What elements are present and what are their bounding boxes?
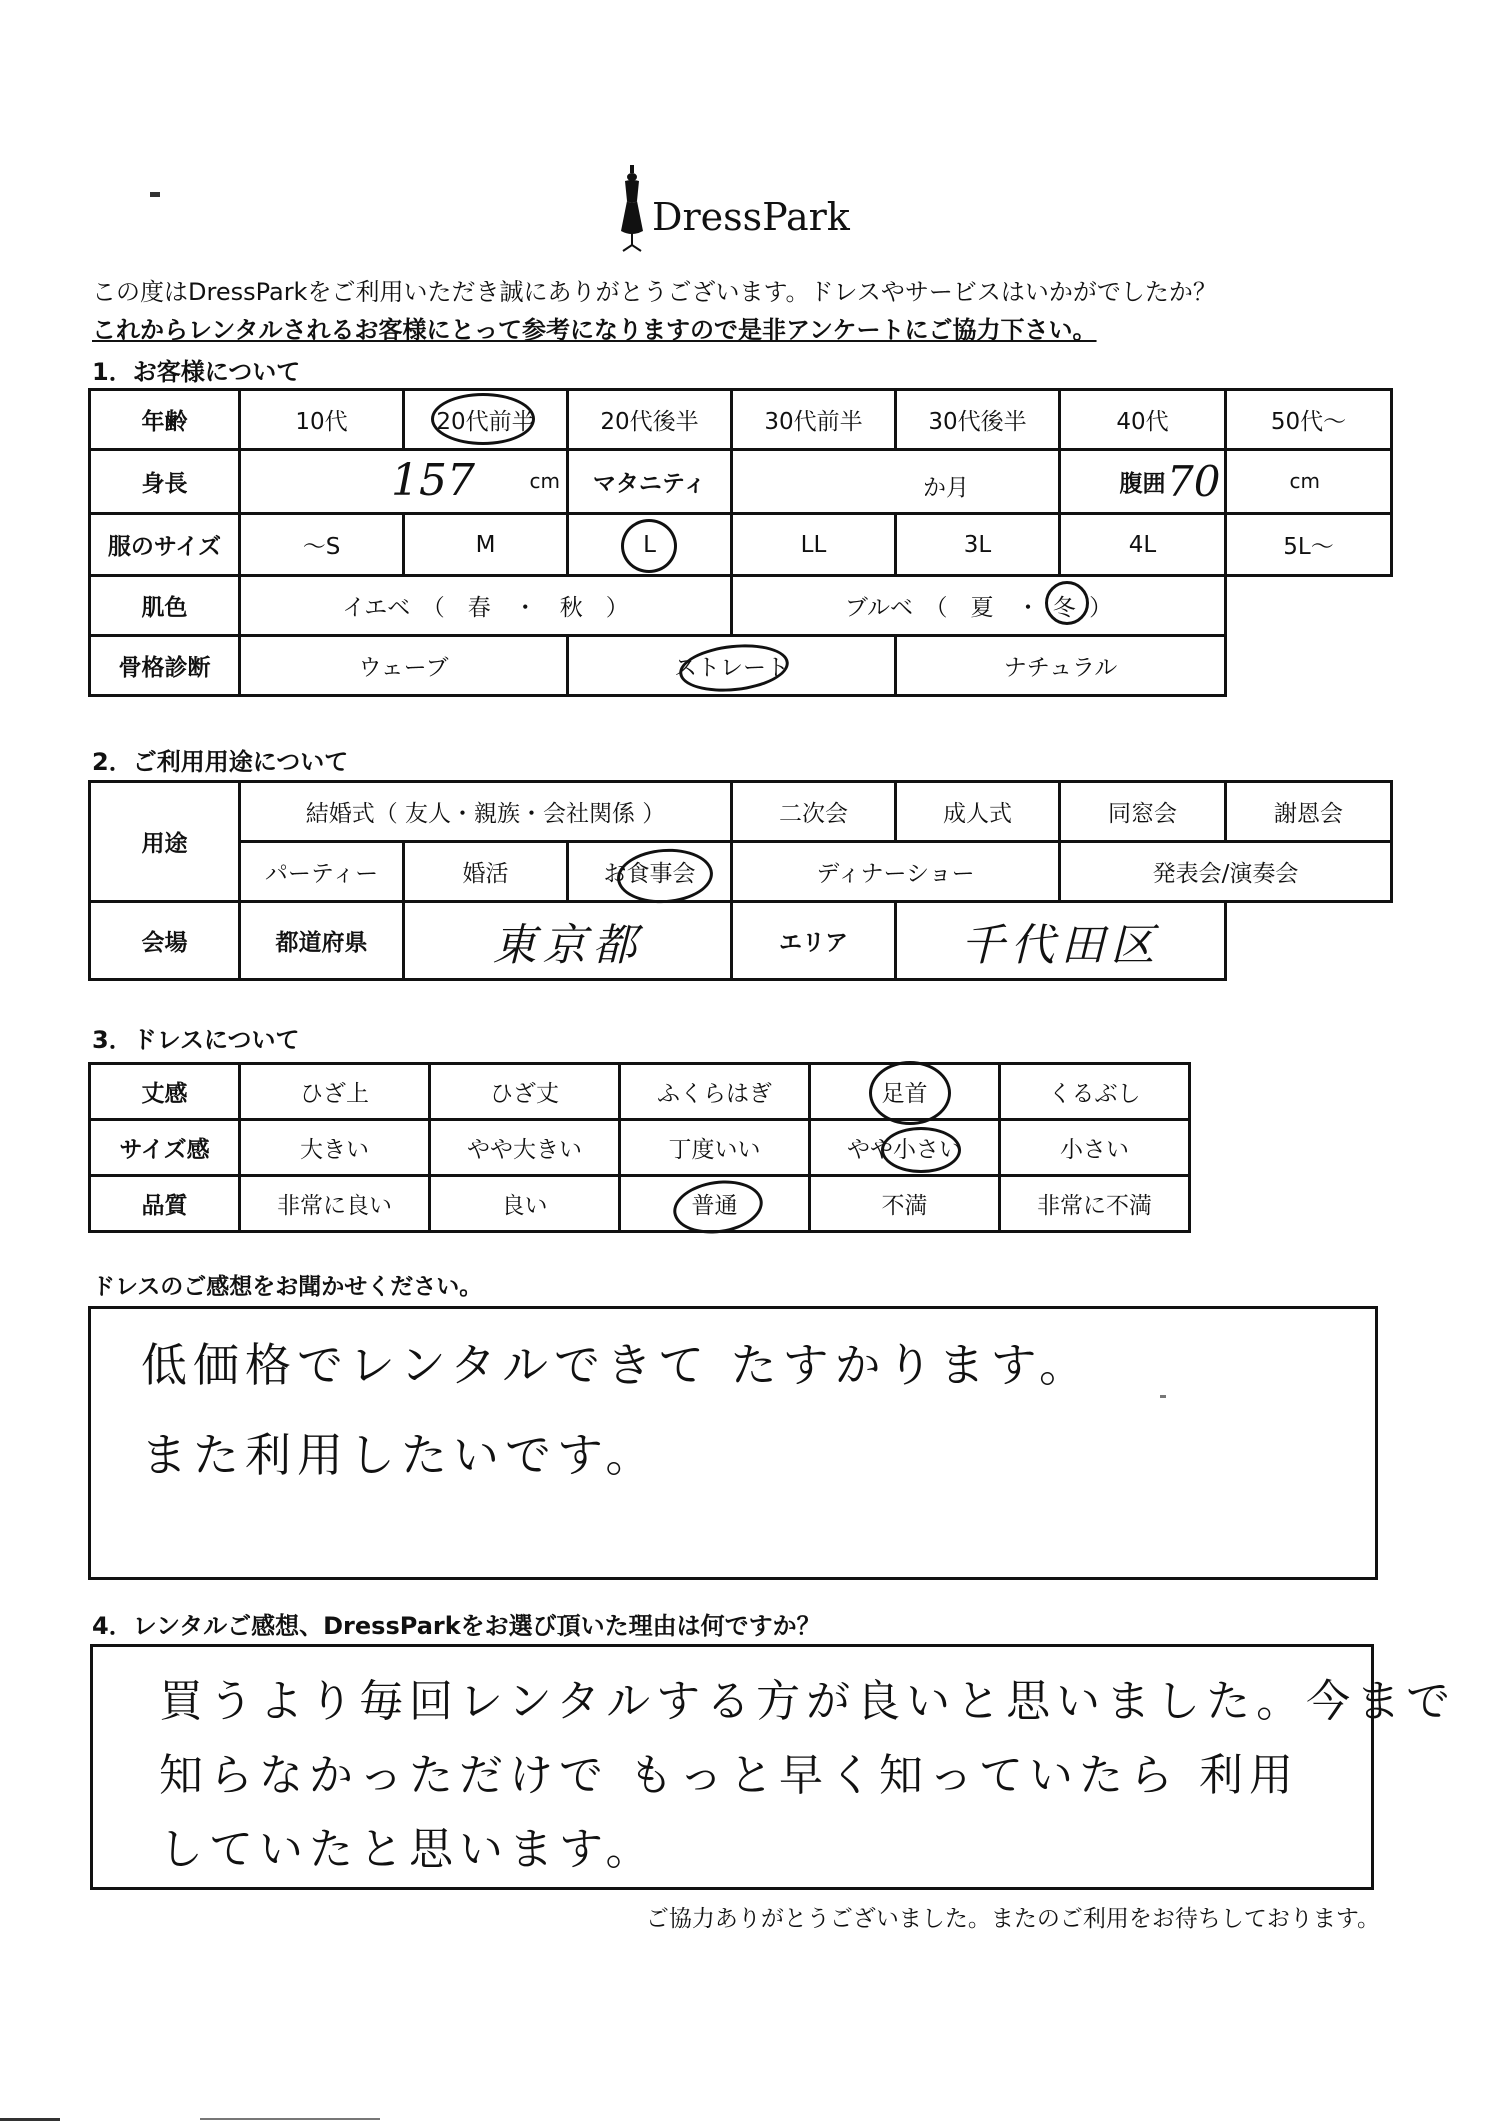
age-option-early-20s[interactable] [404,390,568,450]
purpose-recital[interactable]: 発表会/演奏会 [1060,842,1392,902]
skin-blue-prefix: ブルベ （ 夏 ・ [844,595,1040,621]
area-field[interactable] [896,902,1226,980]
size-option-5l[interactable]: 5L～ [1226,514,1392,576]
size-option-l[interactable] [568,514,732,576]
height-label: 身長 [90,450,240,514]
purpose-table [88,780,1393,981]
reason-line-3: していたと思います。 [159,1824,656,1875]
length-below-ankle[interactable]: くるぶし [1000,1064,1190,1120]
age-option-40s[interactable]: 40代 [1060,390,1226,450]
scan-speck [150,192,160,197]
dress-table [88,1062,1191,1233]
scan-speck [1160,1395,1166,1398]
size-label: 服のサイズ [90,514,240,576]
skin-blue-suffix: ） [1089,595,1113,621]
area-value: 千代田区 [960,919,1161,971]
dress-form-icon [617,165,647,255]
age-label: 年齢 [90,390,240,450]
size-option-s[interactable]: ～S [240,514,404,576]
intro-line-1: この度はDressParkをご利用いただき誠にありがとうございます。ドレスやサービスはいかがでしたか？ [92,278,1217,306]
purpose-konkatsu[interactable]: 婚活 [404,842,568,902]
skin-blue-winter [1053,589,1076,622]
length-knee[interactable]: ひざ丈 [430,1064,620,1120]
purpose-dinner[interactable] [568,842,732,902]
height-unit: cm [529,469,560,493]
purpose-wedding[interactable]: 結婚式（ 友人・親族・会社関係 ） [240,782,732,842]
impression-prompt: ドレスのご感想をお聞かせください。 [92,1274,483,1300]
quality-label: 品質 [90,1176,240,1232]
maternity-unit: か月 [923,475,969,501]
reason-box[interactable] [90,1644,1457,1890]
closing-message: ご協力ありがとうございました。またのご利用をお待ちしております。 [645,1906,1380,1932]
age-option-early-20s-label: 20代前半 [436,409,535,435]
impression-line-1: 低価格でレンタルできて たすかります。 [141,1338,1091,1392]
quality-poor[interactable]: 不満 [810,1176,1000,1232]
customer-table [88,388,1393,697]
section-2-title: 2．ご利用用途について [92,748,349,776]
waist-label: 腹囲 [1060,450,1226,514]
fit-label: サイズ感 [90,1120,240,1176]
frame-option-wave[interactable]: ウェーブ [240,636,568,696]
prefecture-value: 東京都 [492,919,643,971]
fit-large[interactable]: 大きい [240,1120,430,1176]
quality-very-poor[interactable]: 非常に不満 [1000,1176,1190,1232]
waist-unit: cm [1289,469,1320,493]
frame-option-straight[interactable] [568,636,896,696]
logo-text: DressPark [652,195,850,239]
frame-option-natural[interactable]: ナチュラル [896,636,1226,696]
age-option-50s[interactable]: 50代～ [1226,390,1392,450]
age-option-early-30s[interactable]: 30代前半 [732,390,896,450]
purpose-coming-of-age[interactable]: 成人式 [896,782,1060,842]
reason-line-1: 買うより毎回レンタルする方が良いと思いました。今まで [159,1676,1457,1727]
purpose-dinner-label: お食事会 [603,861,696,887]
purpose-party[interactable]: パーティー [240,842,404,902]
waist-value: 70 [1167,457,1221,506]
impression-line-2: また利用したいです。 [141,1428,658,1482]
purpose-label: 用途 [90,782,240,902]
fit-slightly-small-label: やや小さい [847,1137,962,1163]
skin-blue-winter-label: 冬 [1052,595,1076,621]
prefecture-field[interactable] [404,902,732,980]
size-option-m[interactable]: M [404,514,568,576]
height-field[interactable] [240,450,568,514]
area-label: エリア [732,902,896,980]
fit-small[interactable]: 小さい [1000,1120,1190,1176]
skin-label: 肌色 [90,576,240,636]
age-option-10s[interactable]: 10代 [240,390,404,450]
frame-label: 骨格診断 [90,636,240,696]
empty-cell [1226,636,1392,696]
skin-option-blue[interactable] [732,576,1226,636]
purpose-reunion[interactable]: 同窓会 [1060,782,1226,842]
size-option-l-label: L [643,531,656,558]
scan-speck [200,2118,380,2120]
size-option-4l[interactable]: 4L [1060,514,1226,576]
length-label: 丈感 [90,1064,240,1120]
intro-line-2: これからレンタルされるお客様にとって参考になりますので是非アンケートにご協力下さい。 [92,316,1097,344]
section-3-title: 3．ドレスについて [92,1026,300,1054]
quality-average-label: 普通 [691,1193,738,1219]
prefecture-label: 都道府県 [240,902,404,980]
size-option-3l[interactable]: 3L [896,514,1060,576]
frame-option-straight-label: ストレート [674,655,789,681]
purpose-thanks-party[interactable]: 謝恩会 [1226,782,1392,842]
reason-line-2: 知らなかっただけで もっと早く知っていたら 利用 [159,1750,1299,1801]
length-ankle-label: 足首 [881,1081,928,1107]
purpose-after-party[interactable]: 二次会 [732,782,896,842]
length-above-knee[interactable]: ひざ上 [240,1064,430,1120]
section-4-title: 4．レンタルご感想、DressParkをお選び頂いた理由は何ですか？ [92,1612,821,1640]
quality-good[interactable]: 良い [430,1176,620,1232]
age-option-late-20s[interactable]: 20代後半 [568,390,732,450]
fit-slightly-large[interactable]: やや大きい [430,1120,620,1176]
fit-slightly-small[interactable] [810,1120,1000,1176]
purpose-dinner-show[interactable]: ディナーショー [732,842,1060,902]
waist-field[interactable] [1167,450,1392,514]
empty-cell [1226,902,1392,980]
height-value: 157 [391,455,475,506]
quality-average[interactable] [620,1176,810,1232]
size-option-ll[interactable]: LL [732,514,896,576]
logo [612,165,872,255]
maternity-field[interactable] [732,450,1060,514]
fit-just-right[interactable]: 丁度いい [620,1120,810,1176]
skin-option-yellow[interactable]: イエベ （ 春 ・ 秋 ） [240,576,732,636]
maternity-label: マタニティ [568,450,732,514]
age-option-late-30s[interactable]: 30代後半 [896,390,1060,450]
empty-cell [1226,576,1392,636]
length-calf[interactable]: ふくらはぎ [620,1064,810,1120]
venue-label: 会場 [90,902,240,980]
length-ankle[interactable] [810,1064,1000,1120]
quality-very-good[interactable]: 非常に良い [240,1176,430,1232]
scan-speck [0,2118,60,2121]
section-1-title: 1．お客様について [92,358,301,386]
impression-box[interactable] [88,1306,1378,1580]
